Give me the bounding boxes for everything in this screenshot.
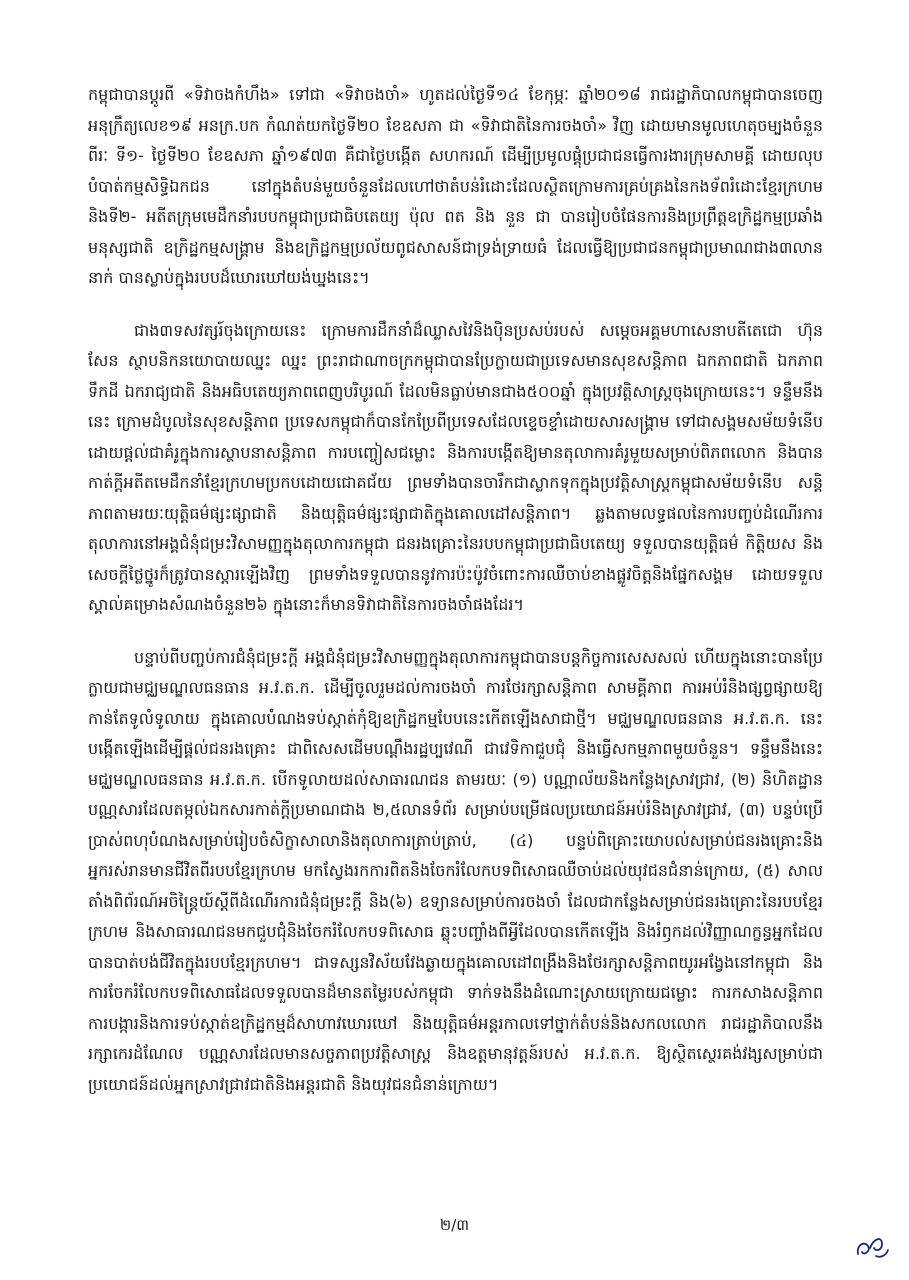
handwritten-initials-icon [852,1226,892,1266]
document-body [88,80,823,1122]
paragraph-3: បន្ទាប់ពីបញ្ចប់ការជំនុំជម្រះក្តី អង្គជំនុំជម្រះវិសាមញ្ញក្នុងតុលាការកម្ពុជាបានបន្តកិច្ចការសេសសល់ ហើយក្នុងនោះបានប្រែក្លាយជាមជ្ឈមណ្ឌលធនធាន អ.វ.ត.ក. ដើម្បីចូលរួមដល់ការចងចាំ ការថែរក្សាសន្តិភាព សាមគ្គីភាព ការអប់រំនិងផ្សព្វផ្សាយឱ្យកាន់តែទូលំទូលាយ ក្នុងគោលបំណងទប់ស្កាត់កុំឱ្យឧក្រិដ្ឋកម្មបែបនេះកើតឡើងសាជាថ្មី។ មជ្ឈមណ្ឌលធនធាន អ.វ.ត.ក. នេះបង្កើតឡើងដើម្បីផ្តល់ជនរងគ្រោះ ជាពិសេសដើមបណ្តឹងរដ្ឋប្បវេណី ជាវេទិកាជួបជុំ និងធ្វើសកម្មភាពមួយចំនួន។ ទន្ទឹមនឹងនេះ មជ្ឈមណ្ឌលធនធាន អ.វ.ត.ក. បើកទូលាយដល់សាធារណជន តាមរយៈ (១) បណ្ណាល័យនិងកន្លែងស្រាវជ្រាវ, (២) និហិតដ្ឋានបណ្ណសារដែលតម្កល់ឯកសារកាត់ក្តីប្រមាណជាង ២,៥លានទំព័រ សម្រាប់បម្រើផលប្រយោជន៍អប់រំនិងស្រាវជ្រាវ, (៣) បន្ទប់ប្រើប្រាស់ពហុបំណងសម្រាប់រៀបចំសិក្ខាសាលានិងតុលាការត្រាប់ត្រាប់, (៤) បន្ទប់ពិគ្រោះយោបល់សម្រាប់ជនរងគ្រោះនិងអ្នករស់រានមានជីវិតពីរបបខ្មែរក្រហម មកស្វែងរកការពិតនិងចែករំលែកបទពិសោធឈឺចាប់ដល់យុវជនជំនាន់ក្រោយ, (៥) សាលតាំងពិព័រណ៍អចិន្ត្រៃយ៍ស្តីពីដំណើរការជំនុំជម្រះក្តី និង(៦) ឧទ្យានសម្រាប់ការចងចាំ ដែលជាកន្លែងសម្រាប់ជនរងគ្រោះនៃរបបខ្មែរក្រហម និងសាធារណជនមកជួបជុំនិងចែករំលែកបទពិសោធ ឆ្លុះបញ្ចាំងពីអ្វីដែលបានកើតឡើង និងរំឭកដល់វិញ្ញាណក្ខន្ធអ្នកដែលបានបាត់បង់ជីវិតក្នុងរបបខ្មែរក្រហម។ ជាទស្សនវិស័យវែងឆ្ងាយក្នុងគោលដៅពង្រឹងនិងថែរក្សាសន្តិភាពយូរអង្វែងនៅកម្ពុជា និងការចែករំលែកបទពិសោធដែលទទួលបានដ៏មានតម្លៃរបស់កម្ពុជា ទាក់ទងនឹងដំណោះស្រាយក្រោយជម្លោះ ការកសាងសន្តិភាព ការបង្ការនិងការទប់ស្កាត់ឧក្រិដ្ឋកម្មដ៏សាហាវឃោរឃៅ និងយុត្តិធម៌អន្តរកាលទៅថ្នាក់តំបន់និងសកលលោក រាជរដ្ឋាភិបាលនឹងរក្សាកេរដំណែល បណ្ណសារដែលមានសច្ចភាពប្រវត្តិសាស្ត្រ និងឧត្តមានុវត្តន៍របស់ អ.វ.ត.ក. ឱ្យស្ថិតស្ថេរគង់វង្សសម្រាប់ជាប្រយោជន៍ដល់អ្នកស្រាវជ្រាវជាតិនិងអន្តរជាតិ និងយុវជនជំនាន់ក្រោយ។ [88,647,823,1094]
paragraph-1: កម្ពុជាបានប្តូរពី «ទិវាចងកំហឹង» ទៅជា «ទិវាចងចាំ» ហូតដល់ថ្ងៃទី១៤ ខែកុម្ភៈ ឆ្នាំ២០១៨ រាជរដ្ឋាភិបាលកម្ពុជាបានចេញអនុក្រឹត្យលេខ១៩ អនក្រ.បក កំណត់យកថ្ងៃទី២០ ខែឧសភា ជា «ទិវាជាតិនៃការចងចាំ» វិញ ដោយមានមូលហេតុចម្បងចំនួនពីរៈ ទី១- ថ្ងៃទី២០ ខែឧសភា ឆ្នាំ១៩៧៣ គឺជាថ្ងៃបង្កើត សហករណ៍ ដើម្បីប្រមូលផ្តុំប្រជាជនធ្វើការងារក្រុមសាមគ្គី ដោយលុបបំបាត់កម្មសិទ្ធិឯកជន នៅក្នុងតំបន់មួយចំនួនដែលហៅថាតំបន់រំដោះដែលស្ថិតក្រោមការគ្រប់គ្រងនៃកងទ័ពរំដោះខ្មែរក្រហម និងទី២- អតីតក្រុមមេដឹកនាំរបបកម្ពុជាប្រជាធិបតេយ្យ ប៉ុល ពត និង នួន ជា បានរៀបចំផែនការនិងប្រព្រឹត្តឧក្រិដ្ឋកម្មប្រឆាំងមនុស្សជាតិ ឧក្រិដ្ឋកម្មសង្គ្រាម និងឧក្រិដ្ឋកម្មប្រល័យពូជសាសន៍ជាទ្រង់ទ្រាយធំ ដែលធ្វើឱ្យប្រជាជនកម្ពុជាប្រមាណជាង៣លាននាក់ បានស្លាប់ក្នុងរបបដ៏ឃោរឃៅយង់ឃ្នងនេះ។ [88,85,823,287]
paragraph-2: ជាង៣ទសវត្សរ៍ចុងក្រោយនេះ ក្រោមការដឹកនាំដ៏ឈ្លាសវៃនិងប៉ិនប្រសប់របស់ សម្តេចអគ្គមហាសេនាបតីតេជោ ហ៊ុន សែន ស្ថាបនិកនយោបាយឈ្នះ ឈ្នះ ព្រះរាជាណាចក្រកម្ពុជាបានប្រែក្លាយជាប្រទេសមានសុខសន្តិភាព ឯកភាពជាតិ ឯកភាពទឹកដី ឯករាជ្យជាតិ និងអធិបតេយ្យភាពពេញបរិបូរណ៍ ដែលមិនធ្លាប់មានជាង៥០០ឆ្នាំ ក្នុងប្រវត្តិសាស្ត្រចុងក្រោយនេះ។ ទន្ទឹមនឹងនេះ ក្រោមដំបូលនៃសុខសន្តិភាព ប្រទេសកម្ពុជាក៏បានកែប្រែពីប្រទេសដែលខ្ទេចខ្ទាំដោយសារសង្គ្រាម ទៅជាសង្គមសម័យទំនើប ដោយផ្តល់ជាគំរូក្នុងការស្ថាបនាសន្តិភាព ការបញ្ចៀសជម្លោះ និងការបង្កើតឱ្យមានតុលាការគំរូមួយសម្រាប់ពិភពលោក និងបានកាត់ក្តីអតីតមេដឹកនាំខ្មែរក្រហមប្រកបដោយជោគជ័យ ព្រមទាំងបានចារឹកជាស្លាកទុកក្នុងប្រវត្តិសាស្ត្រកម្ពុជាសម័យទំនើប សន្តិភាពតាមរយៈយុត្តិធម៌ផ្សះផ្សាជាតិ និងយុត្តិធម៌ផ្សះផ្សាជាតិក្នុងគោលដៅសន្តិភាព។ ឆ្លងតាមលទ្ធផលនៃការបញ្ចប់ដំណើរការតុលាការនៅអង្គជំនុំជម្រះវិសាមញ្ញក្នុងតុលាការកម្ពុជា ជនរងគ្រោះនៃរបបកម្ពុជាប្រជាធិបតេយ្យ ទទួលបានយុត្តិធម៌ កិត្តិយស និងសេចក្តីថ្លៃថ្នូរក៏ត្រូវបានស្តារឡើងវិញ ព្រមទាំងទទួលបាននូវការប៉ះប៉ូវចំពោះការឈឺចាប់ខាងផ្លូវចិត្តនិងផ្នែកសង្គម ដោយទទួលស្គាល់គម្រោងសំណងចំនួន២៦ ក្នុងនោះក៏មានទិវាជាតិនៃការចងចាំផងដែរ។ [88,320,823,614]
page-number: ២/៣ [439,1216,470,1234]
